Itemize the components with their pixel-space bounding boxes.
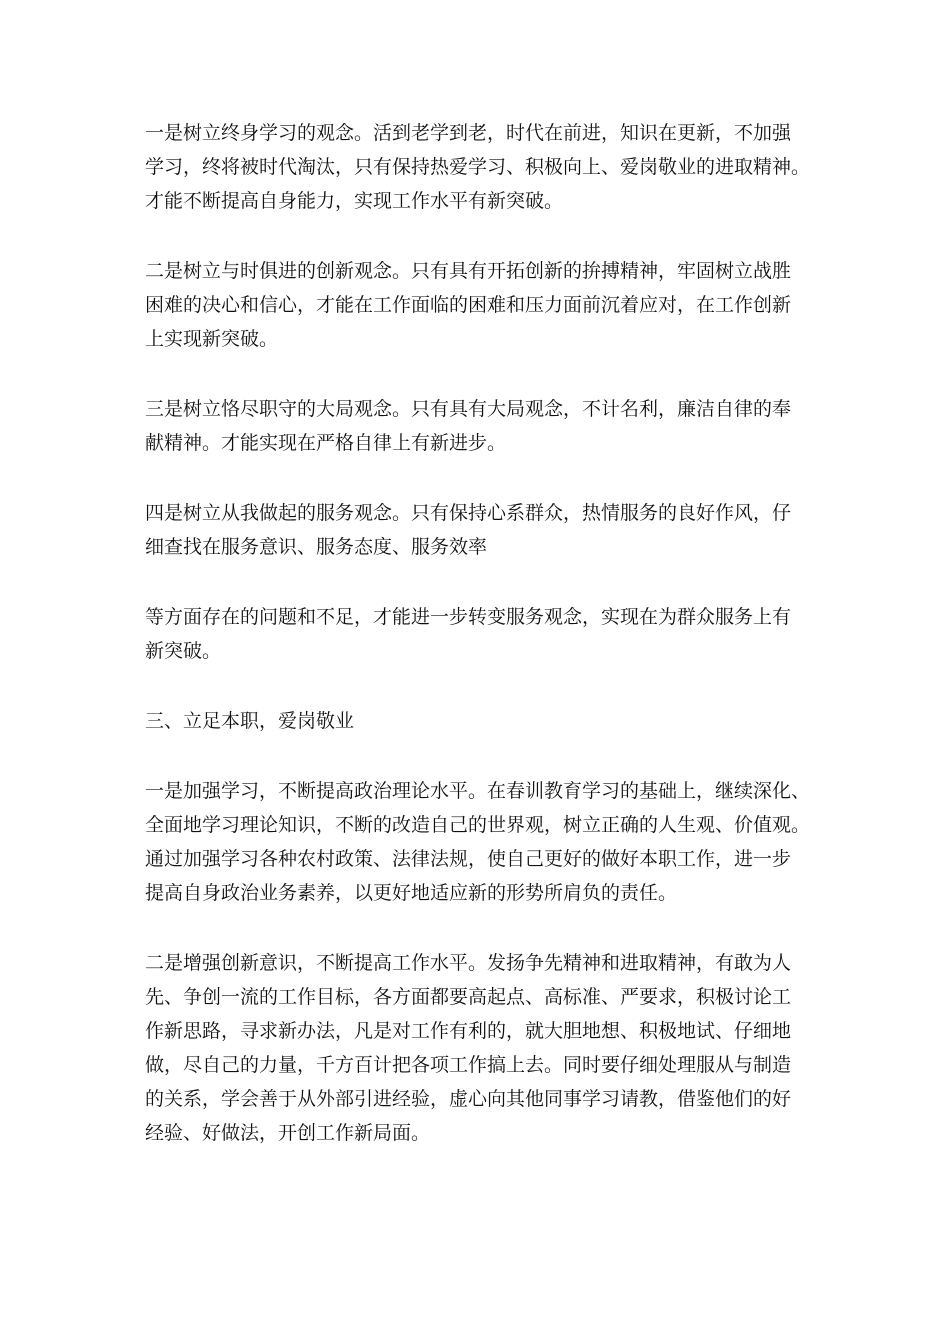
text-line: 作新思路，寻求新办法，凡是对工作有利的，就大胆地想、积极地试、仔细地 — [145, 1020, 792, 1042]
text-line: 二是树立与时俱进的创新观念。只有具有开拓创新的拚搏精神，牢固树立战胜 — [145, 260, 792, 282]
text-line: 一是加强学习，不断提高政治理论水平。在春训教育学习的基础上，继续深化、 — [145, 780, 811, 802]
text-line: 通过加强学习各种农村政策、法律法规，使自己更好的做好本职工作，进一步 — [145, 848, 792, 870]
text-line: 三、立足本职，爱岗敬业 — [145, 710, 355, 732]
text-line: 困难的决心和信心，才能在工作面临的困难和压力面前沉着应对，在工作创新 — [145, 294, 792, 316]
text-line: 三是树立恪尽职守的大局观念。只有具有大局观念，不计名利，廉洁自律的奉 — [145, 398, 792, 420]
text-line: 四是树立从我做起的服务观念。只有保持心系群众，热情服务的良好作风，仔 — [145, 502, 792, 524]
text-line: 经验、好做法，开创工作新局面。 — [145, 1122, 431, 1144]
text-line: 献精神。才能实现在严格自律上有新进步。 — [145, 432, 507, 454]
text-line: 全面地学习理论知识，不断的改造自己的世界观，树立正确的人生观、价值观。 — [145, 814, 811, 836]
text-line: 的关系，学会善于从外部引进经验，虚心向其他同事学习请教，借鉴他们的好 — [145, 1088, 792, 1110]
paragraph — [145, 704, 825, 738]
paragraph — [145, 254, 825, 356]
paragraph — [145, 946, 825, 1150]
paragraph — [145, 116, 825, 218]
paragraph — [145, 392, 825, 460]
text-line: 一是树立终身学习的观念。活到老学到老，时代在前进，知识在更新，不加强 — [145, 122, 792, 144]
text-line: 二是增强创新意识，不断提高工作水平。发扬争先精神和进取精神，有敢为人 — [145, 952, 792, 974]
paragraph — [145, 774, 825, 910]
text-line: 先、争创一流的工作目标，各方面都要高起点、高标准、严要求，积极讨论工 — [145, 986, 792, 1008]
paragraph — [145, 600, 825, 668]
text-line: 新突破。 — [145, 640, 222, 662]
paragraph — [145, 496, 825, 564]
text-line: 等方面存在的问题和不足，才能进一步转变服务观念，实现在为群众服务上有 — [145, 606, 792, 628]
text-line: 学习，终将被时代淘汰，只有保持热爱学习、积极向上、爱岗敬业的进取精神。 — [145, 156, 811, 178]
text-line: 上实现新突破。 — [145, 328, 279, 350]
text-line: 提高自身政治业务素养，以更好地适应新的形势所肩负的责任。 — [145, 882, 678, 904]
text-line: 细查找在服务意识、服务态度、服务效率 — [145, 536, 488, 558]
document-body — [145, 116, 825, 1186]
text-line: 做，尽自己的力量，千方百计把各项工作搞上去。同时要仔细处理服从与制造 — [145, 1054, 792, 1076]
text-line: 才能不断提高自身能力，实现工作水平有新突破。 — [145, 190, 564, 212]
